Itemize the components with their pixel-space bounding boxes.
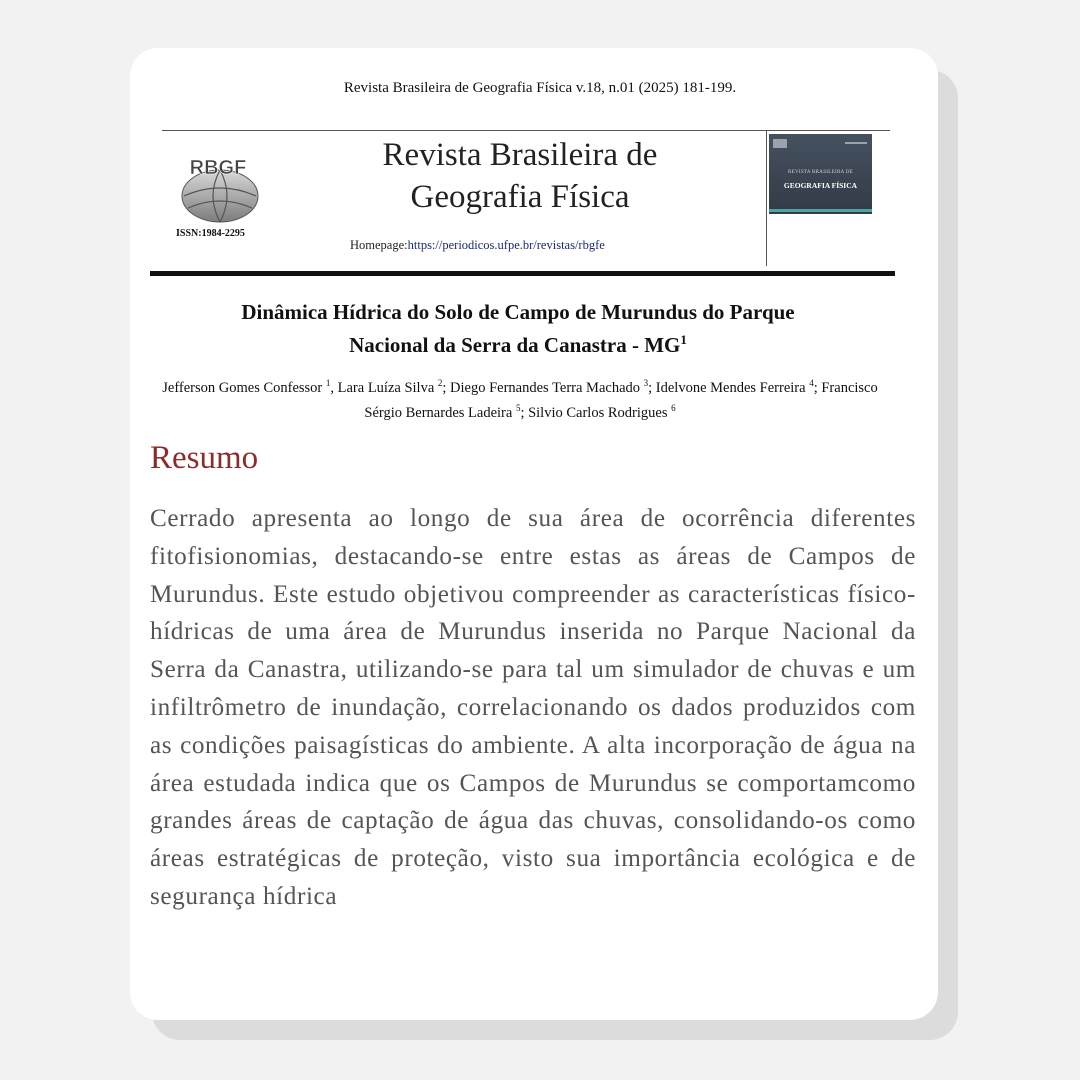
header-bottom-rule	[150, 271, 895, 276]
author-list: Jefferson Gomes Confessor $^1$, Lara Luíza Silva $^2$; Diego Fernandes Terra Machado $^3$; Idelvone Mendes Ferreira $^4$; Francisco Sérgio Bernardes Ladeira $^5$; Silvio Carlos Rodrigues $^6$	[162, 378, 878, 421]
rbgf-logo	[170, 150, 266, 226]
author-affiliation-marker: 3	[643, 378, 649, 388]
author-affiliation-marker: 6	[671, 402, 676, 413]
journal-title-line2: Geografia Física	[410, 179, 630, 215]
journal-title-line1: Revista Brasileira de	[382, 137, 658, 173]
cover-stripe	[769, 209, 872, 212]
cover-logo-mark	[773, 139, 787, 148]
title-footnote-marker: 1	[680, 332, 687, 347]
author-name: Idelvone Mendes Ferreira	[655, 379, 810, 396]
author-affiliation-marker: 5	[515, 402, 521, 413]
author-name: Jefferson Gomes Confessor	[162, 379, 326, 396]
issn-label: ISSN:1984-2295	[176, 228, 245, 239]
author-affiliation-marker: 4	[809, 378, 814, 388]
paper-title-line2: Nacional da Serra da Canastra - $MG^1$	[349, 332, 687, 357]
header-divider	[766, 130, 767, 266]
author-name: Francisco Sérgio Bernardes Ladeira	[364, 379, 878, 421]
resumo-text: Cerrado apresenta ao longo de sua área de ocorrência diferentes fitofisionomias, destacando-se entre estas as áreas de Campos de Murundus. Este estudo objetivou compreender as características físico-hídricas de uma área de Murundus inserida no Parque Nacional da Serra da Canastra, utilizando-se para tal um simulador de chuvas e um infiltrômetro de inundação, correlacionando os dados produzidos com as condições paisagísticas do ambiente. A alta incorporação de água na área estudada indica que os Campos de Murundus se comportamcomo grandes áreas de captação de água das chuvas, consolidando-os como áreas estratégicas de proteção, visto sua importância ecológica e de segurança hídrica	[150, 505, 916, 910]
logo-text: RBGF	[189, 157, 247, 179]
homepage-link[interactable]: https://periodicos.ufpe.br/revistas/rbgfe	[407, 238, 605, 252]
resumo-heading: Resumo	[150, 440, 259, 476]
paper-title-line1: Dinâmica Hídrica do Solo de Campo de Murundus do Parque	[241, 300, 795, 324]
homepage-line	[350, 238, 605, 253]
cover-subtitle: REVISTA BRASILEIRA DE	[787, 170, 854, 175]
author-affiliation-marker: 2	[437, 378, 443, 388]
author-name: Lara Luíza Silva	[337, 379, 438, 396]
author-affiliation-marker: 1	[325, 378, 331, 388]
homepage-label: Homepage:	[350, 238, 408, 252]
cover-issn-line	[845, 142, 867, 144]
header-top-rule	[162, 130, 890, 131]
author-name: Diego Fernandes Terra Machado	[450, 379, 644, 396]
journal-title	[320, 134, 720, 218]
paper-title	[150, 298, 886, 359]
journal-cover-thumbnail	[769, 134, 872, 214]
journal-citation: Revista Brasileira de Geografia Física v.18, n.01 (2025) 181-199.	[343, 80, 737, 96]
cover-title: GEOGRAFIA FÍSICA	[783, 181, 858, 190]
author-name: Silvio Carlos Rodrigues	[528, 404, 672, 421]
